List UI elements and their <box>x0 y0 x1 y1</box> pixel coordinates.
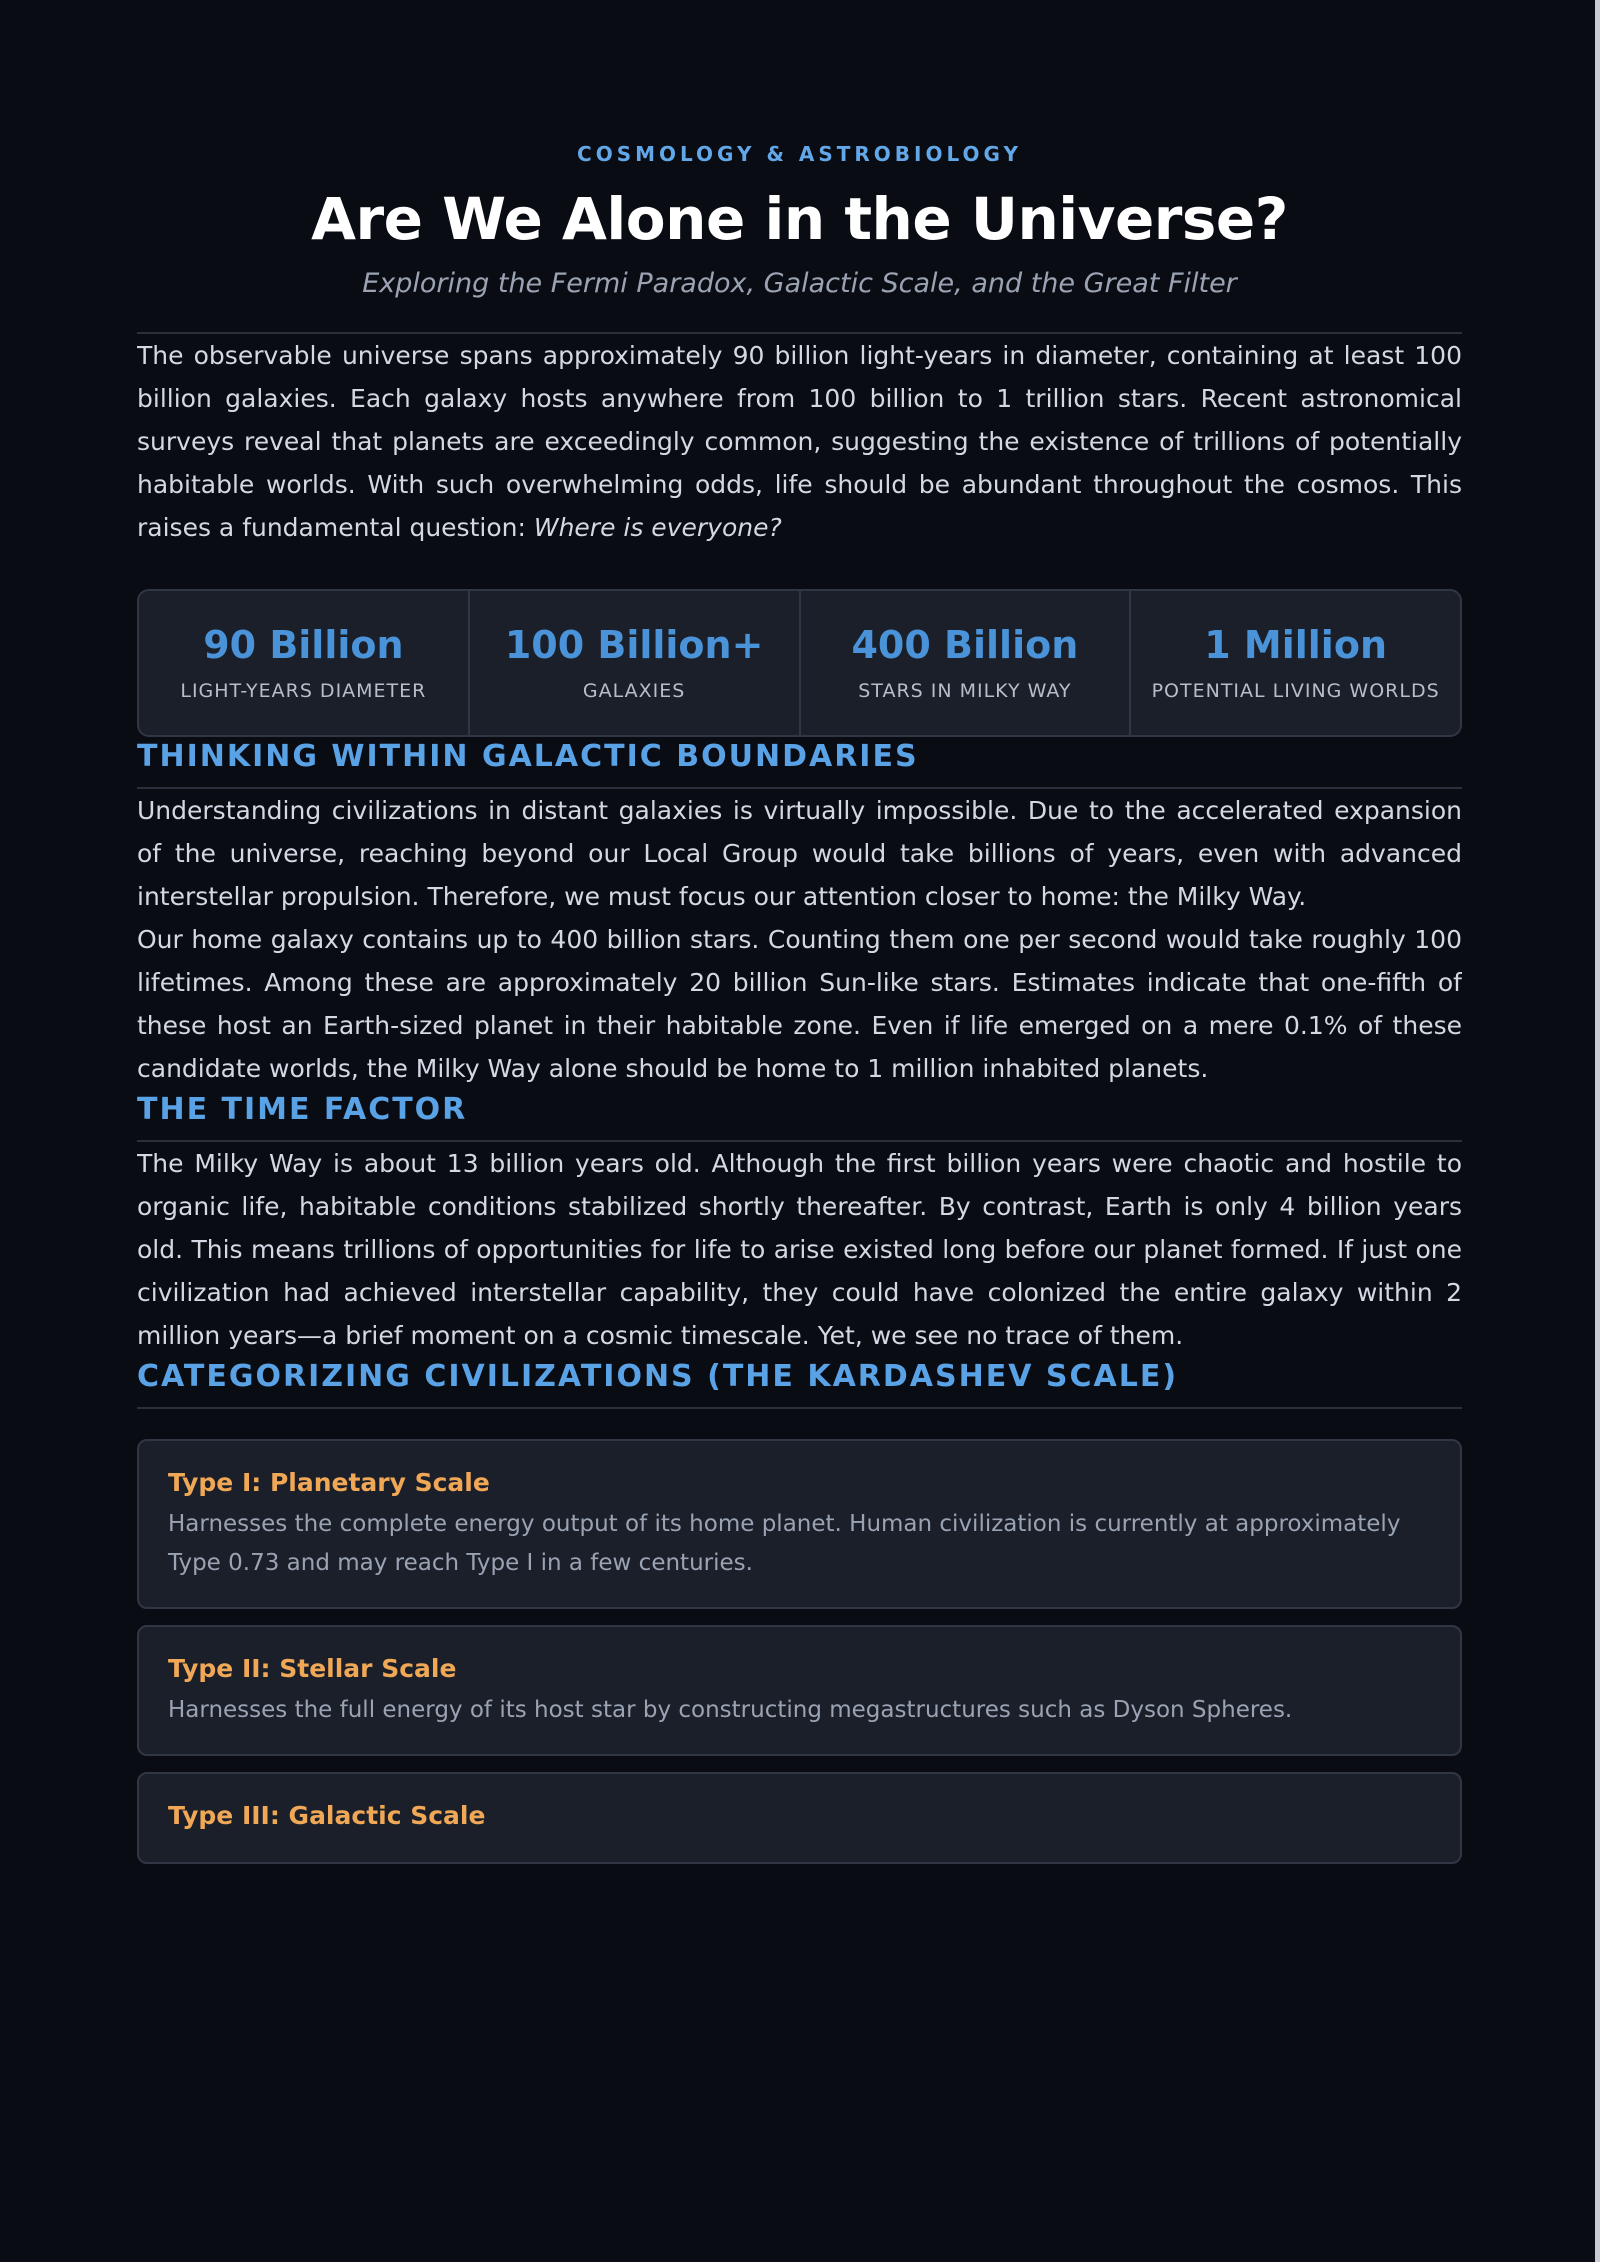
page-title: Are We Alone in the Universe? <box>311 185 1288 253</box>
card-title: Type II: Stellar Scale <box>168 1654 457 1683</box>
galactic-paragraph-1: Understanding civilizations in distant galaxies is virtually impossible. Due to the accelerated expansion of the universe, reaching beyond our Local Group would take billions of years, even with advanced interstellar propulsion. Therefore, we must focus our attention closer to home: the Milky Way. <box>137 796 1462 911</box>
category-kicker: COSMOLOGY & ASTROBIOLOGY <box>577 142 1022 166</box>
intro-paragraph <box>137 334 1462 549</box>
stat-value: 1 Million <box>1204 623 1387 667</box>
stat-label: LIGHT-YEARS DIAMETER <box>180 680 427 702</box>
kardashev-card-type-1 <box>137 1439 1462 1609</box>
stat-stars <box>801 591 1132 735</box>
section-heading-kardashev: CATEGORIZING CIVILIZATIONS (THE KARDASHEV SCALE) <box>137 1357 1462 1409</box>
section-heading-time: THE TIME FACTOR <box>137 1090 1462 1142</box>
kardashev-card-type-2 <box>137 1625 1462 1756</box>
card-description: Harnesses the complete energy output of its home planet. Human civilization is currently at approximately Type 0.73 and may reach Type I in a few centuries. <box>168 1511 1401 1576</box>
stat-diameter <box>139 591 470 735</box>
window-edge <box>1595 0 1600 2262</box>
galactic-paragraph-2: Our home galaxy contains up to 400 billion stars. Counting them one per second would take roughly 100 lifetimes. Among these are approximately 20 billion Sun-like stars. Estimates indicate that one-fifth of these host an Earth-sized planet in their habitable zone. Even if life emerged on a mere 0.1% of these candidate worlds, the Milky Way alone should be home to 1 million inhabited planets. <box>137 925 1462 1083</box>
article <box>137 0 1462 2124</box>
stat-galaxies <box>470 591 801 735</box>
stat-label: GALAXIES <box>582 680 686 702</box>
intro-text: The observable universe spans approximately 90 billion light-years in diameter, containing at least 100 billion galaxies. Each galaxy hosts anywhere from 100 billion to 1 trillion stars. Recent astronomical surveys reveal that planets are exceedingly common, suggesting the existence of trillions of potentially habitable worlds. With such overwhelming odds, life should be abundant throughout the cosmos. This raises a fundamental question: <box>137 341 1462 542</box>
card-title: Type I: Planetary Scale <box>168 1468 490 1497</box>
stat-label: POTENTIAL LIVING WORLDS <box>1151 680 1440 702</box>
stat-living-worlds <box>1131 591 1460 735</box>
intro-emphasis: Where is everyone? <box>533 513 782 542</box>
stats-panel <box>137 589 1462 737</box>
section-heading-galactic: THINKING WITHIN GALACTIC BOUNDARIES <box>137 737 1462 789</box>
stat-value: 400 Billion <box>851 623 1079 667</box>
time-paragraph: The Milky Way is about 13 billion years old. Although the first billion years were chaotic and hostile to organic life, habitable conditions stabilized shortly thereafter. By contrast, Earth is only 4 billion years old. This means trillions of opportunities for life to arise existed long before our planet formed. If just one civilization had achieved interstellar capability, they could have colonized the entire galaxy within 2 million years—a brief moment on a cosmic timescale. Yet, we see no trace of them. <box>137 1149 1462 1350</box>
stat-value: 90 Billion <box>203 623 404 667</box>
stat-label: STARS IN MILKY WAY <box>858 680 1072 702</box>
stat-value: 100 Billion+ <box>504 623 764 667</box>
card-title: Type III: Galactic Scale <box>168 1801 486 1830</box>
card-description: Harnesses the full energy of its host star by constructing megastructures such as Dyson Spheres. <box>168 1697 1293 1723</box>
page-subtitle: Exploring the Fermi Paradox, Galactic Scale, and the Great Filter <box>362 268 1237 299</box>
kardashev-cards <box>137 1439 1462 1864</box>
kardashev-card-type-3 <box>137 1772 1462 1864</box>
